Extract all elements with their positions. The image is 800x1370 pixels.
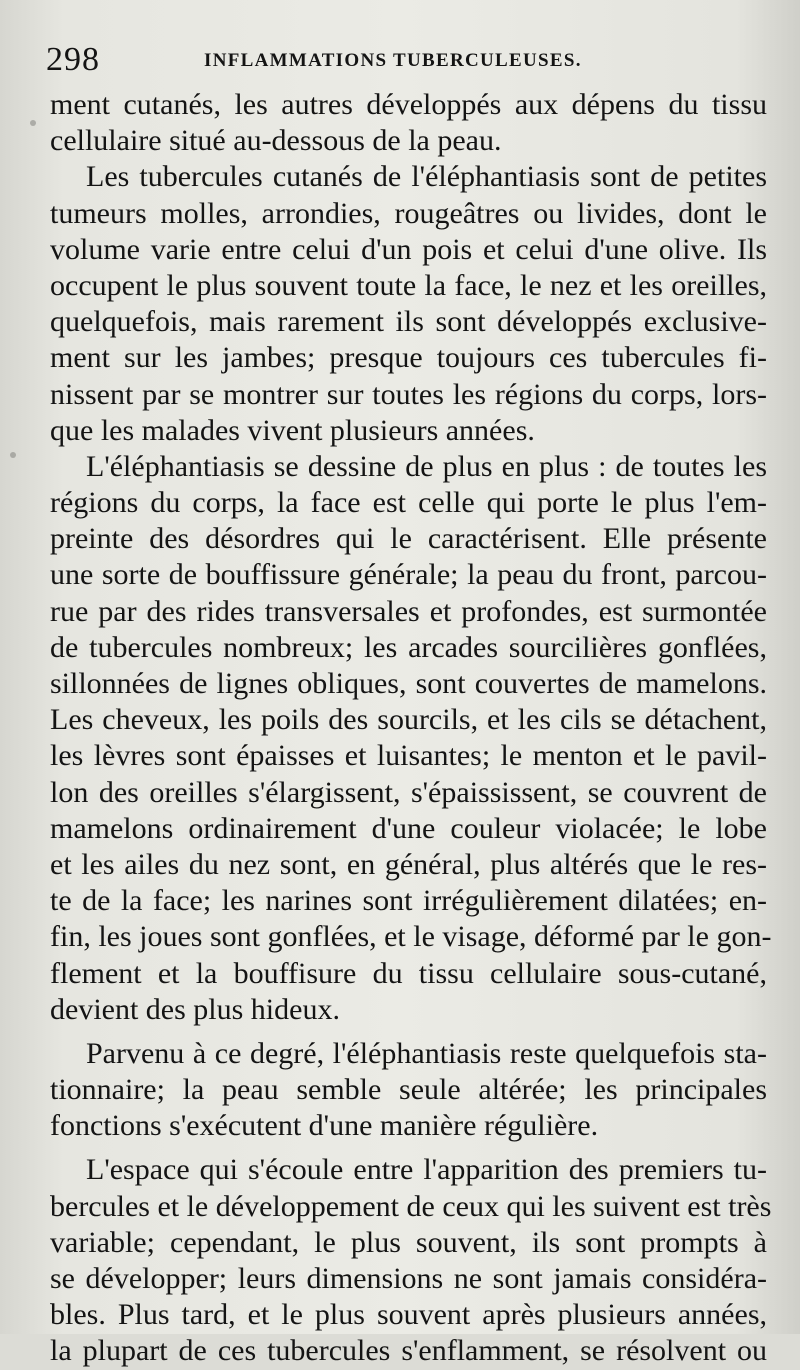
text-line: ment cutanés, les autres développés aux dépens du tissu [50,88,767,121]
text-line: sillonnées de lignes obliques, sont couvertes de mamelons. [50,667,767,700]
text-line: mamelons ordinairement d'une couleur violacée; le lobe [50,811,767,845]
text-line: cellulaire situé au-dessous de la peau. [50,124,502,158]
text-line: bles. Plus tard, et le plus souvent après plusieurs années, [50,1298,767,1332]
text-line: Les cheveux, les poils des sourcils, et les cils se détachent, [50,703,767,737]
text-line: tumeurs molles, arrondies, rougeâtres ou livides, dont le [50,196,767,230]
text-line: la plupart de ces tubercules s'enflamment, se résolvent ou [50,1334,767,1368]
text-line: bercules et le développement de ceux qui les suivent est très [50,1189,772,1223]
running-title: INFLAMMATIONS TUBERCULEUSES. [204,50,582,71]
page-number: 298 [46,41,100,78]
text-line: Les tubercules cutanés de l'éléphantiasis sont de petites [86,160,767,194]
body-text [50,87,772,1370]
paper-speck [30,120,36,126]
text-line: lon des oreilles s'élargissent, s'épaississent, se couvrent de [50,775,767,809]
text-line: que les malades vivent plusieurs années. [50,413,535,447]
page-header [46,40,770,80]
text-line: devient des plus hideux. [50,992,340,1026]
text-line: fonctions s'exécutent d'une manière régulière. [50,1109,599,1143]
paper-speck [10,452,16,458]
text-line: rue par des rides transversales et profondes, est surmontée [50,594,767,628]
text-line: volume varie entre celui d'un pois et celui d'une olive. Ils [50,232,767,266]
text-line: Parvenu à ce degré, l'éléphantiasis reste quelquefois sta- [86,1036,767,1070]
text-line: nissent par se montrer sur toutes les régions du corps, lors- [50,377,767,411]
text-line: L'espace qui s'écoule entre l'apparition des premiers tu- [86,1153,767,1187]
text-line: se développer; leurs dimensions ne sont jamais considéra- [50,1262,767,1295]
text-line: L'éléphantiasis se dessine de plus en plus : de toutes les [86,449,767,483]
text-line: preinte des désordres qui le caractérisent. Elle présente [50,522,767,556]
text-line: de tubercules nombreux; les arcades sourcilières gonflées, [50,630,767,664]
text-line: les lèvres sont épaisses et luisantes; le menton et le pavil- [50,739,767,773]
text-line: régions du corps, la face est celle qui porte le plus l'em- [50,486,767,520]
text-line: tionnaire; la peau semble seule altérée; les principales [50,1073,767,1107]
text-line: variable; cependant, le plus souvent, ils sont prompts à [50,1225,767,1259]
text-line: fin, les joues sont gonflées, et le visage, déformé par le gon- [50,920,772,954]
text-line: ment sur les jambes; presque toujours ces tubercules fi- [50,341,767,375]
text-line: une sorte de bouffissure générale; la peau du front, parcou- [50,558,767,592]
text-line: flement et la bouffisure du tissu cellulaire sous-cutané, [50,956,767,990]
text-line: et les ailes du nez sont, en général, plus altérés que le res- [50,847,767,881]
text-line: occupent le plus souvent toute la face, le nez et les oreilles, [50,268,767,302]
text-line: te de la face; les narines sont irrégulièrement dilatées; en- [50,884,767,918]
text-line: quelquefois, mais rarement ils sont développés exclusive- [50,305,767,339]
